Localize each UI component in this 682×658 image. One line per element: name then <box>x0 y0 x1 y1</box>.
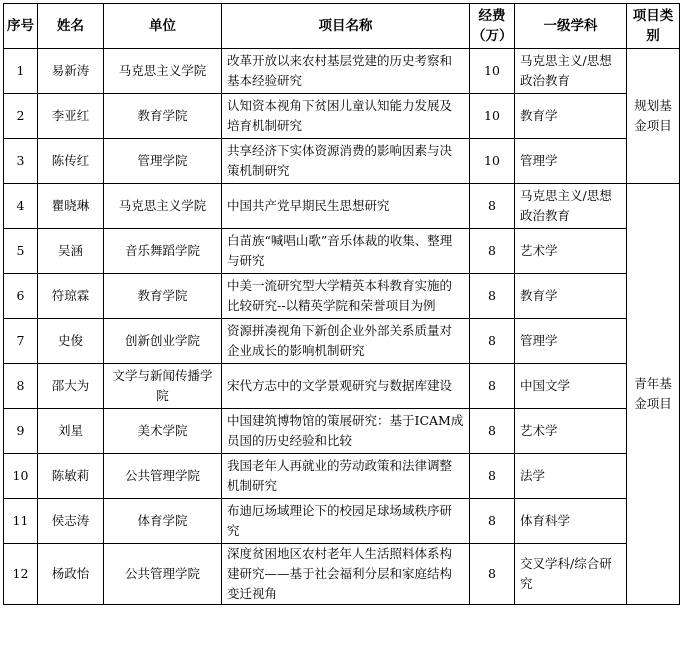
row-discipline: 管理学 <box>515 139 627 184</box>
row-unit: 公共管理学院 <box>104 544 222 605</box>
row-unit: 文学与新闻传播学院 <box>104 364 222 409</box>
row-title: 改革开放以来农村基层党建的历史考察和基本经验研究 <box>222 49 470 94</box>
table-row <box>4 364 680 409</box>
row-funds: 10 <box>470 139 515 184</box>
row-name: 侯志涛 <box>38 499 104 544</box>
row-title: 共享经济下实体资源消费的影响因素与决策机制研究 <box>222 139 470 184</box>
row-title: 宋代方志中的文学景观研究与数据库建设 <box>222 364 470 409</box>
table-row <box>4 319 680 364</box>
row-funds: 10 <box>470 94 515 139</box>
row-funds: 8 <box>470 499 515 544</box>
row-title: 我国老年人再就业的劳动政策和法律调整机制研究 <box>222 454 470 499</box>
table-row <box>4 229 680 274</box>
row-name: 瞿晓琳 <box>38 184 104 229</box>
table-row <box>4 454 680 499</box>
row-discipline: 教育学 <box>515 94 627 139</box>
row-funds: 8 <box>470 274 515 319</box>
row-discipline: 马克思主义/思想政治教育 <box>515 49 627 94</box>
row-discipline: 法学 <box>515 454 627 499</box>
table-row <box>4 499 680 544</box>
header-funds: 经费（万） <box>470 4 515 49</box>
header-no: 序号 <box>4 4 38 49</box>
row-discipline: 艺术学 <box>515 409 627 454</box>
row-discipline: 教育学 <box>515 274 627 319</box>
row-no: 11 <box>4 499 38 544</box>
row-unit: 马克思主义学院 <box>104 49 222 94</box>
row-unit: 教育学院 <box>104 274 222 319</box>
row-unit: 教育学院 <box>104 94 222 139</box>
row-discipline: 马克思主义/思想政治教育 <box>515 184 627 229</box>
row-no: 4 <box>4 184 38 229</box>
row-unit: 创新创业学院 <box>104 319 222 364</box>
table-row <box>4 94 680 139</box>
grant-projects-table <box>3 3 680 605</box>
header-row <box>4 4 680 49</box>
category-planning: 规划基金项目 <box>627 49 680 184</box>
header-discipline: 一级学科 <box>515 4 627 49</box>
row-discipline: 交叉学科/综合研究 <box>515 544 627 605</box>
row-no: 12 <box>4 544 38 605</box>
row-name: 史俊 <box>38 319 104 364</box>
row-title: 中国建筑博物馆的策展研究：基于ICAM成员国的历史经验和比较 <box>222 409 470 454</box>
row-unit: 管理学院 <box>104 139 222 184</box>
row-title: 布迪厄场域理论下的校园足球场域秩序研究 <box>222 499 470 544</box>
row-funds: 8 <box>470 229 515 274</box>
row-name: 邵大为 <box>38 364 104 409</box>
table-row <box>4 544 680 605</box>
header-unit: 单位 <box>104 4 222 49</box>
row-name: 符琼霖 <box>38 274 104 319</box>
row-discipline: 体育科学 <box>515 499 627 544</box>
row-no: 5 <box>4 229 38 274</box>
header-title: 项目名称 <box>222 4 470 49</box>
row-title: 深度贫困地区农村老年人生活照料体系构建研究——基于社会福利分层和家庭结构变迁视角 <box>222 544 470 605</box>
table-row <box>4 49 680 94</box>
row-name: 吴涵 <box>38 229 104 274</box>
row-discipline: 管理学 <box>515 319 627 364</box>
header-name: 姓名 <box>38 4 104 49</box>
row-funds: 10 <box>470 49 515 94</box>
row-no: 10 <box>4 454 38 499</box>
table-row <box>4 184 680 229</box>
row-funds: 8 <box>470 544 515 605</box>
table-row <box>4 139 680 184</box>
row-name: 易新涛 <box>38 49 104 94</box>
row-no: 9 <box>4 409 38 454</box>
row-title: 认知资本视角下贫困儿童认知能力发展及培育机制研究 <box>222 94 470 139</box>
category-youth: 青年基金项目 <box>627 184 680 605</box>
row-unit: 体育学院 <box>104 499 222 544</box>
row-no: 3 <box>4 139 38 184</box>
row-no: 8 <box>4 364 38 409</box>
row-unit: 音乐舞蹈学院 <box>104 229 222 274</box>
row-name: 陈传红 <box>38 139 104 184</box>
row-title: 资源拼凑视角下新创企业外部关系质量对企业成长的影响机制研究 <box>222 319 470 364</box>
row-title: 中美一流研究型大学精英本科教育实施的比较研究--以精英学院和荣誉项目为例 <box>222 274 470 319</box>
row-unit: 马克思主义学院 <box>104 184 222 229</box>
row-name: 陈敏莉 <box>38 454 104 499</box>
row-funds: 8 <box>470 364 515 409</box>
row-title: 白苗族“喊唱山歌”音乐体裁的收集、整理与研究 <box>222 229 470 274</box>
row-title: 中国共产党早期民生思想研究 <box>222 184 470 229</box>
row-no: 1 <box>4 49 38 94</box>
row-name: 刘星 <box>38 409 104 454</box>
row-discipline: 艺术学 <box>515 229 627 274</box>
row-funds: 8 <box>470 319 515 364</box>
row-name: 杨政怡 <box>38 544 104 605</box>
row-discipline: 中国文学 <box>515 364 627 409</box>
row-funds: 8 <box>470 409 515 454</box>
row-no: 7 <box>4 319 38 364</box>
header-category: 项目类别 <box>627 4 680 49</box>
row-no: 6 <box>4 274 38 319</box>
row-name: 李亚红 <box>38 94 104 139</box>
row-no: 2 <box>4 94 38 139</box>
row-funds: 8 <box>470 184 515 229</box>
row-funds: 8 <box>470 454 515 499</box>
table-row <box>4 409 680 454</box>
row-unit: 美术学院 <box>104 409 222 454</box>
row-unit: 公共管理学院 <box>104 454 222 499</box>
table-row <box>4 274 680 319</box>
